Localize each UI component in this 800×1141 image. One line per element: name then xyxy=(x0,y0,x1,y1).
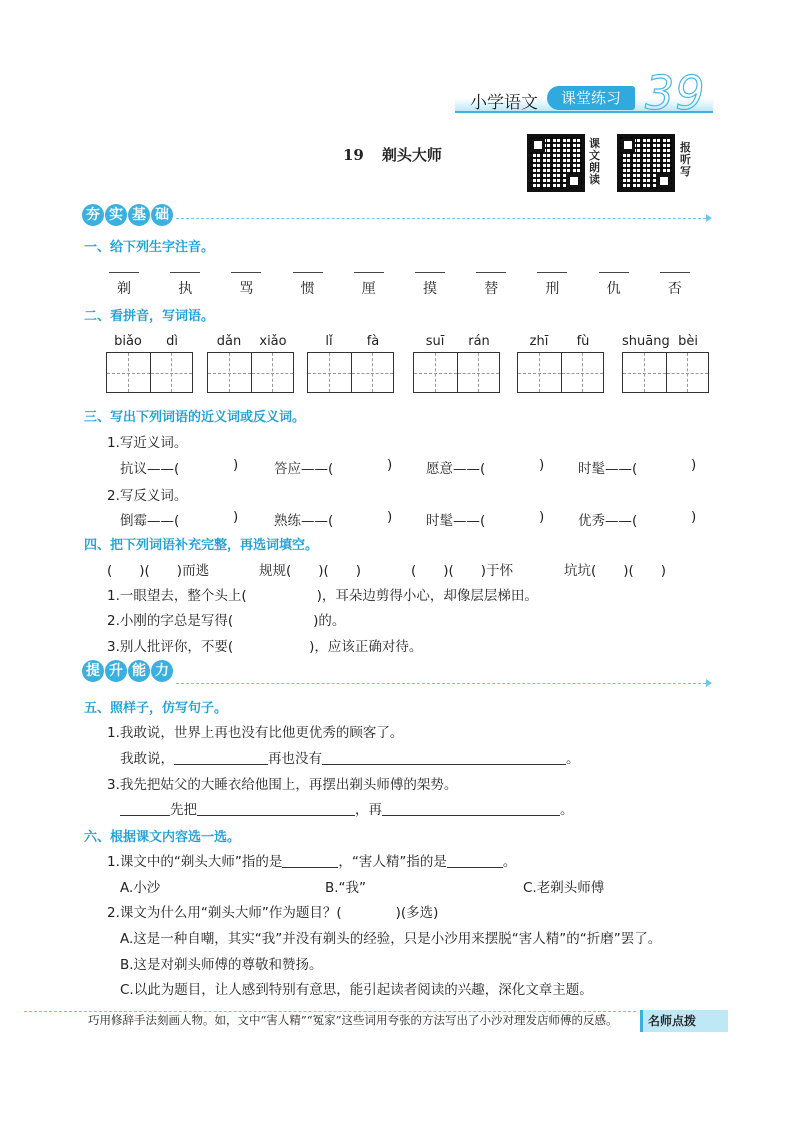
synonym-item: 抗议——( xyxy=(120,461,180,477)
pinyin-label: suī xyxy=(425,334,445,349)
writing-grid[interactable] xyxy=(106,352,193,393)
synonym-item: 答应——( xyxy=(274,461,334,477)
grid-cell[interactable] xyxy=(351,353,394,392)
q6-q1-b: ，“害人精”指的是 xyxy=(338,854,447,870)
q5-fill2-a: 先把 xyxy=(170,802,197,818)
pinyin-blank[interactable] xyxy=(231,272,261,273)
arrow-right-icon xyxy=(706,214,712,222)
lesson-number: 19 xyxy=(343,146,364,164)
question-4-heading: 四、把下列词语补充完整，再选词填空。 xyxy=(84,538,319,553)
char-item: 刑 xyxy=(545,281,560,297)
pinyin-label: dǎn xyxy=(216,334,242,349)
q4-s3-blank[interactable] xyxy=(233,639,309,653)
writing-grid[interactable] xyxy=(622,352,709,393)
banner-char: 础 xyxy=(151,204,173,226)
antonym-close: ) xyxy=(387,509,393,525)
char-item: 替 xyxy=(484,281,499,297)
pinyin-blank[interactable] xyxy=(109,272,139,273)
q6-choice-c[interactable]: C.以此为题目，让人感到特别有意思，能引起读者阅读的兴趣，深化文章主题。 xyxy=(120,982,593,998)
teacher-tip-tag: 名师点拨 xyxy=(640,1010,728,1032)
pinyin-blank[interactable] xyxy=(537,272,567,273)
q3-sub1: 1.写近义词。 xyxy=(107,435,188,451)
char-item: 执 xyxy=(178,281,193,297)
synonym-close: ) xyxy=(387,457,393,473)
q4-s1-start: 1.一眼望去，整个头上( xyxy=(107,588,247,604)
q6-q1-blank-a[interactable] xyxy=(282,853,338,868)
pinyin-label: rán xyxy=(468,334,490,349)
idiom-fill[interactable]: 规规( )( ) xyxy=(259,563,362,579)
char-item: 惯 xyxy=(300,281,315,297)
q6-q1-blank-b[interactable] xyxy=(447,853,503,868)
q6-option-c[interactable]: C.老剃头师傅 xyxy=(523,880,605,896)
grid-cell[interactable] xyxy=(518,353,561,392)
pinyin-label: xiǎo xyxy=(259,334,287,349)
char-item: 厘 xyxy=(361,281,376,297)
pinyin-label: dì xyxy=(166,334,178,349)
q4-s2-blank[interactable] xyxy=(233,613,313,627)
banner-divider xyxy=(176,683,706,684)
q6-option-b[interactable]: B.“我” xyxy=(325,880,367,896)
pinyin-blank[interactable] xyxy=(415,272,445,273)
q6-q2-blank[interactable] xyxy=(342,905,396,919)
pinyin-blank[interactable] xyxy=(599,272,629,273)
grid-cell[interactable] xyxy=(561,353,604,392)
pinyin-blank[interactable] xyxy=(170,272,200,273)
q4-sentence-3 xyxy=(107,635,422,655)
q5-example-2: 3.我先把姑父的大睡衣给他围上，再摆出剃头师傅的架势。 xyxy=(107,777,458,793)
antonym-item: 优秀——( xyxy=(578,513,638,529)
grid-cell[interactable] xyxy=(208,353,251,392)
char-item: 摸 xyxy=(423,281,437,297)
question-1-heading: 一、给下列生字注音。 xyxy=(84,240,215,255)
banner-char: 力 xyxy=(151,660,173,682)
grid-cell[interactable] xyxy=(150,353,193,392)
writing-grid[interactable] xyxy=(413,352,500,393)
synonym-close: ) xyxy=(539,457,545,473)
footer-divider xyxy=(24,1011,636,1012)
char-item: 仇 xyxy=(606,281,621,297)
q6-q2-a: 2.课文为什么用“剃头大师”作为题目？( xyxy=(107,905,342,921)
qr-code-dictation-icon[interactable] xyxy=(617,134,675,192)
pinyin-blank[interactable] xyxy=(354,272,384,273)
section-banner-basic xyxy=(82,204,174,232)
teacher-tip-text: 巧用修辞手法刻画人物。如，文中“害人精”“冤家”这些词用夸张的方法写出了小沙对理发店师傅的反感。 xyxy=(88,1013,618,1027)
synonym-item: 愿意——( xyxy=(426,461,486,477)
arrow-right-icon xyxy=(706,679,712,687)
subject-label: 小学语文 xyxy=(470,93,538,113)
q4-s1-end: )，耳朵边剪得小心，却像层层梯田。 xyxy=(316,588,538,604)
q4-s1-blank[interactable] xyxy=(247,588,317,602)
q5-example-1: 1.我敢说，世界上再也没有比他更优秀的顾客了。 xyxy=(107,725,404,741)
qr-label-reading: 课文朗读 xyxy=(589,137,600,186)
idiom-fill[interactable]: 坑坑( )( ) xyxy=(564,563,667,579)
q4-s3-end: )，应该正确对待。 xyxy=(309,639,423,655)
grid-cell[interactable] xyxy=(623,353,666,392)
char-item: 剃 xyxy=(117,281,131,297)
q5-fill1-b: 再也没有 xyxy=(268,751,322,767)
pinyin-label: bèi xyxy=(678,334,698,349)
grid-cell[interactable] xyxy=(414,353,457,392)
q5-fill1-c: 。 xyxy=(566,751,580,767)
q5-fill-2 xyxy=(120,798,574,818)
banner-char: 夯 xyxy=(82,204,104,226)
banner-char: 能 xyxy=(128,660,150,682)
q6-question-1 xyxy=(107,850,516,870)
lesson-name: 剃头大师 xyxy=(381,146,442,164)
q4-sentence-2 xyxy=(107,609,345,629)
synonym-close: ) xyxy=(233,457,239,473)
char-item: 否 xyxy=(667,281,682,297)
idiom-fill[interactable]: ( )( )而逃 xyxy=(107,563,210,579)
q3-sub2: 2.写反义词。 xyxy=(107,488,188,504)
pinyin-label: lǐ xyxy=(325,334,333,349)
qr-label-dictation: 报听写 xyxy=(680,141,691,178)
writing-grid[interactable] xyxy=(307,352,394,393)
grid-cell[interactable] xyxy=(457,353,500,392)
section-banner-advanced xyxy=(82,660,174,688)
banner-char: 升 xyxy=(105,660,127,682)
banner-char: 基 xyxy=(128,204,150,226)
q5-fill1-blank-a[interactable] xyxy=(174,750,268,765)
q4-s2-end: )的。 xyxy=(313,613,346,629)
q6-q1-a: 1.课文中的“剃头大师”指的是 xyxy=(107,854,283,870)
writing-grid[interactable] xyxy=(517,352,604,393)
pinyin-label: shuāng xyxy=(622,334,670,349)
lesson-title xyxy=(343,144,442,165)
q5-fill2-c: 。 xyxy=(560,802,574,818)
pinyin-blank[interactable] xyxy=(660,272,690,273)
antonym-close: ) xyxy=(539,509,545,525)
question-2-heading: 二、看拼音，写词语。 xyxy=(84,309,215,324)
char-item: 骂 xyxy=(239,281,254,297)
q5-fill1-blank-b[interactable] xyxy=(322,750,566,765)
pinyin-label: zhī xyxy=(529,334,549,349)
pinyin-label: biǎo xyxy=(114,334,142,349)
q6-question-2 xyxy=(107,901,438,921)
pinyin-label: fù xyxy=(576,334,590,349)
question-5-heading: 五、照样子，仿写句子。 xyxy=(84,701,228,716)
antonym-item: 倒霉——( xyxy=(120,513,180,529)
idiom-fill[interactable]: ( )( )于怀 xyxy=(411,563,514,579)
synonym-item: 时髦——( xyxy=(578,461,638,477)
q5-fill-1 xyxy=(120,747,580,767)
pinyin-blank[interactable] xyxy=(293,272,323,273)
practice-tag: 课堂练习 xyxy=(547,86,635,110)
q4-s2-start: 2.小刚的字总是写得( xyxy=(107,613,234,629)
antonym-item: 时髦——( xyxy=(426,513,486,529)
pinyin-label: fà xyxy=(366,334,380,349)
q5-fill2-blank-c[interactable] xyxy=(382,801,560,816)
q6-q2-b: )(多选) xyxy=(395,905,439,921)
q5-fill2-b: ，再 xyxy=(355,802,382,818)
antonym-close: ) xyxy=(691,509,697,525)
question-3-heading: 三、写出下列词语的近义词或反义词。 xyxy=(84,410,306,425)
synonym-close: ) xyxy=(691,457,697,473)
q5-fill2-blank-a[interactable] xyxy=(120,801,170,816)
q5-fill2-blank-b[interactable] xyxy=(197,801,355,816)
question-6-heading: 六、根据课文内容选一选。 xyxy=(84,830,241,845)
grid-cell[interactable] xyxy=(308,353,351,392)
antonym-item: 熟练——( xyxy=(274,513,334,529)
banner-char: 实 xyxy=(105,204,127,226)
grid-cell[interactable] xyxy=(666,353,709,392)
q6-option-a[interactable]: A.小沙 xyxy=(120,880,161,896)
page-number: 39 xyxy=(645,66,706,120)
banner-char: 提 xyxy=(82,660,104,682)
q4-sentence-1 xyxy=(107,584,538,604)
grid-cell[interactable] xyxy=(107,353,150,392)
q6-choice-b[interactable]: B.这是对剃头师傅的尊敬和赞扬。 xyxy=(120,957,323,973)
grid-cell[interactable] xyxy=(251,353,294,392)
q6-q1-c: 。 xyxy=(502,854,517,870)
pinyin-blank[interactable] xyxy=(476,272,506,273)
antonym-close: ) xyxy=(233,509,239,525)
q4-s3-start: 3.别人批评你，不要( xyxy=(107,639,234,655)
writing-grid[interactable] xyxy=(207,352,294,393)
banner-divider xyxy=(176,218,706,219)
qr-code-reading-icon[interactable] xyxy=(527,134,585,192)
q5-fill1-a: 我敢说， xyxy=(120,751,174,767)
q6-choice-a[interactable]: A.这是一种自嘲，其实“我”并没有剃头的经验，只是小沙用来摆脱“害人精”的“折磨”罢了。 xyxy=(120,931,662,947)
